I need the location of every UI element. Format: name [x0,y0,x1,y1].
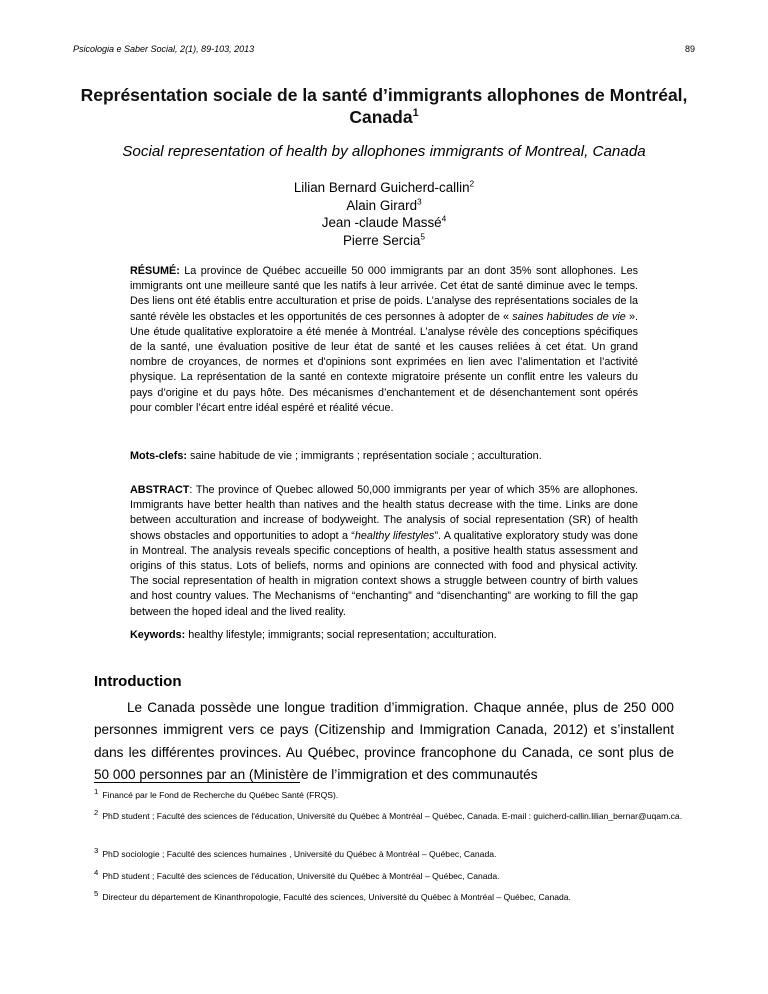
keywords-label: Keywords: [130,629,186,641]
author-1 [180,179,588,197]
author-name: Jean -claude Massé [321,215,442,231]
resume-text-a: La province de Québec accueille 50 000 immigrants par an dont 35% sont allophones. Les immigrants ont une meilleure santé que les natifs à leur arrivée. Cet état de santé diminue avec le temps. Des liens ont été établis entre acculturation et prise de poids. L’analyse des représentations sociales de la santé révèle les obstacles et les opportunités de ces personnes à adopter de « [130,265,638,323]
resume-paragraph [130,264,638,416]
mots-clefs-label: Mots-clefs: [130,450,187,462]
footnote-3 [94,848,694,861]
author-2 [180,197,588,215]
resume-text-emphasis: saines habitudes de vie [512,310,626,323]
title-footnote-marker: 1 [412,107,419,120]
author-3 [180,214,588,232]
page-number: 89 [684,44,695,54]
author-name: Pierre Sercia [342,232,421,248]
mots-clefs-text: saine habitude de vie ; immigrants ; représentation sociale ; acculturation. [187,450,542,462]
introduction-heading: Introduction [94,673,182,690]
footnote-number: 1 [94,787,99,797]
footnote-number: 4 [94,868,99,878]
author-footnote-marker: 3 [417,196,422,207]
abstract-label: ABSTRACT [130,484,190,496]
author-name: Alain Girard [346,197,418,213]
abstract-text-emphasis: healthy lifestyles [354,529,435,542]
footnote-4 [94,870,694,883]
title-word-canada: Canada [349,107,413,127]
mots-clefs-paragraph [130,449,638,464]
keywords-text: healthy lifestyle; immigrants; social representation; acculturation. [185,629,497,641]
footnote-number: 3 [94,846,99,856]
abstract-section [130,483,638,620]
author-4 [180,232,588,250]
abstract-paragraph [130,483,638,620]
mots-clefs-section [130,449,638,464]
resume-text-b: ». Une étude qualitative exploratoire a été menée à Montréal. L’analyse révèle des conceptions spécifiques de la santé, une évaluation positive de leur état de santé et les causes reliées à cet état. Un grand nombre de croyances, de normes et d'opinions sont exprimées en lien avec l’alimentation et l’activité physique. La représentation de la santé en contexte migratoire présente un conflit entre les valeurs du pays d’origine et du pays hôte. Des mécanismes d’enchantement et de désenchantement sont opérés pour combler l’écart entre idéal espéré et réalité vécue. [130,310,638,414]
footnote-text: Financé par le Fond de Recherche du Québec Santé (FRQS). [102,790,339,800]
resume-label: RÉSUMÉ: [130,265,180,277]
english-title: Social representation of health by allophones immigrants of Montreal, Canada [122,143,646,160]
paper-title [60,84,708,128]
footnote-text: Directeur du département de Kinanthropologie, Faculté des sciences, Université du Québec à Montréal – Québec, Canada. [102,892,571,902]
title-line-1: Représentation sociale de la santé d’immigrants allophones de Montréal, [80,85,688,105]
author-footnote-marker: 2 [469,178,475,189]
journal-citation: Psicologia e Saber Social, 2(1), 89-103, 2013 [73,44,255,54]
footnote-5 [94,891,694,904]
introduction-paragraph: Le Canada possède une longue tradition d’immigration. Chaque année, plus de 250 000 personnes immigrent vers ce pays (Citizenship and Immigration Canada, 2012) et s’installent dans les différentes provinces. Au Québec, province francophone du Canada, ce sont plus de 50 000 personnes par an (Ministère de l’immigration et des communautés [94,700,674,783]
introduction-body [94,697,674,787]
footnote-text: PhD sociologie ; Faculté des sciences humaines , Université du Québec à Montréal – Québec, Canada. [102,849,497,859]
author-footnote-marker: 4 [441,213,447,224]
author-name: Lilian Bernard Guicherd-callin [293,180,470,195]
keywords-section [130,628,638,643]
footnote-number: 2 [94,808,99,818]
abstract-text-a: : The province of Quebec allowed 50,000 immigrants per year of which 35% are allophones. Immigrants have better health than natives and the health status decrease with the time. Links are done between acculturation and increase of bodyweight. The analysis of social representation (SR) of health shows obstacles and opportunities to adopt a “ [130,484,638,542]
footnote-divider [94,782,300,783]
footnote-number: 5 [94,889,99,899]
title-line-2 [60,106,708,128]
author-footnote-marker: 5 [420,231,426,242]
footnote-text: PhD student ; Faculté des sciences de l'éducation, Université du Québec à Montréal – Québec, Canada. E-mail : guicherd-callin.lilian_bernar@uqam.ca. [102,811,683,821]
running-header [73,44,695,54]
author-list [180,179,588,249]
abstract-text-b: ”. A qualitative exploratory study was done in Montreal. The analysis reveals specific conceptions of health, a positive health status assessment and origins of this status. Lots of beliefs, norms and opinions are connected with food and physical activity. The social representation of health in migration context shows a struggle between country of birth values and host country values. The Mechanisms of “enchanting” and “disenchanting” are working to fill the gap between the hoped ideal and the lived reality. [130,529,639,618]
footnote-1 [94,789,694,802]
keywords-paragraph [130,628,638,643]
resume-section [130,264,638,416]
footnote-2 [94,810,694,823]
footnote-text: PhD student ; Faculté des sciences de l'éducation, Université du Québec à Montréal – Québec, Canada. [102,871,500,881]
